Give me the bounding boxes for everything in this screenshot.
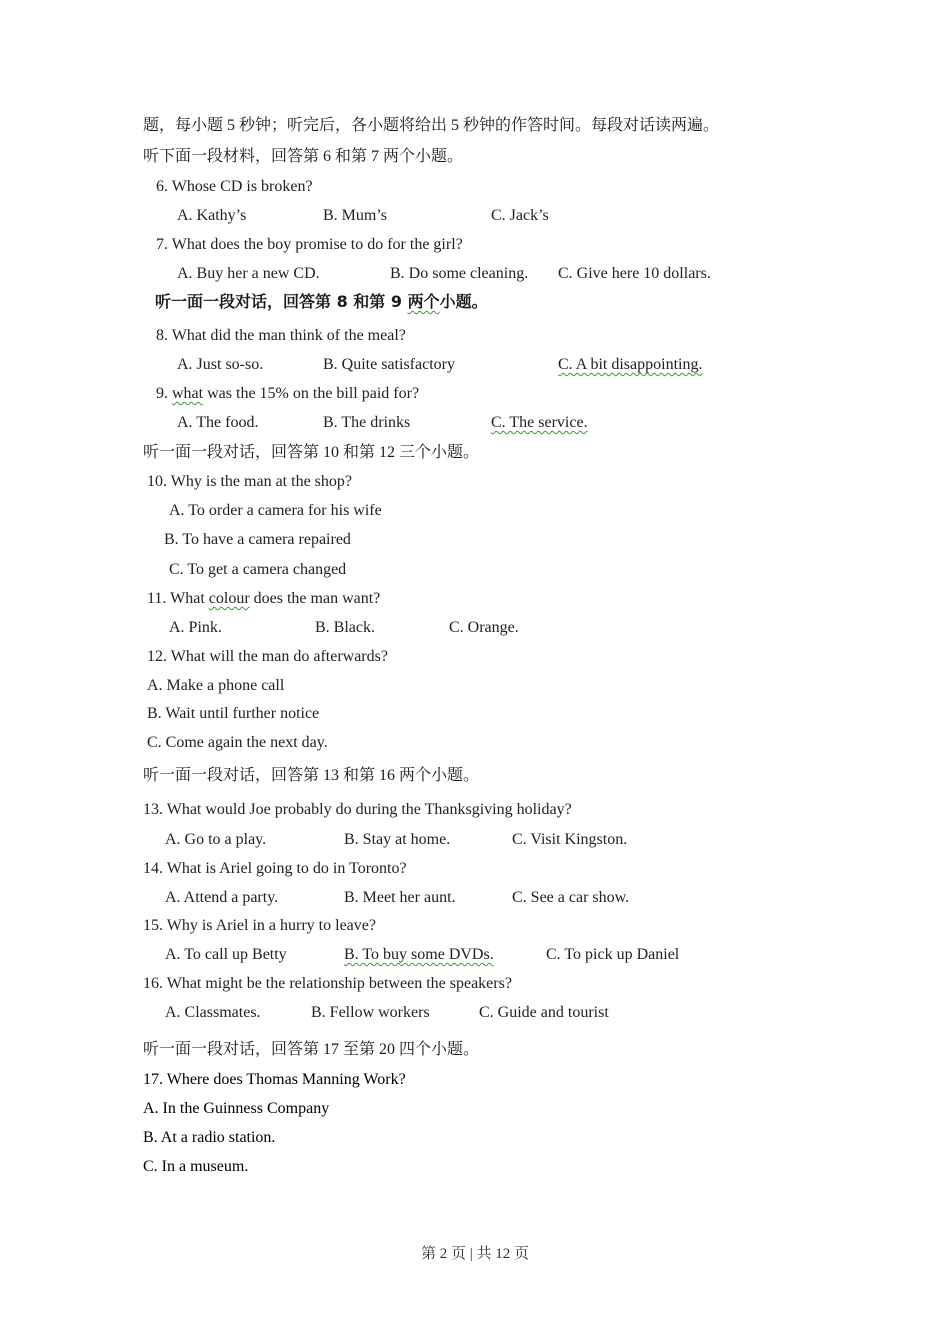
section-heading-8-9 bbox=[155, 294, 488, 310]
section-heading-10-12: 听一面一段对话，回答第 10 和第 12 三个小题。 bbox=[143, 444, 480, 461]
q8-option-a: A. Just so-so. bbox=[177, 356, 264, 373]
q14-option-c: C. See a car show. bbox=[512, 889, 630, 906]
q11-rest: does the man want? bbox=[249, 590, 381, 607]
q11-option-c: C. Orange. bbox=[449, 619, 519, 636]
q12-option-a: A. Make a phone call bbox=[147, 677, 285, 694]
question-8: 8. What did the man think of the meal? bbox=[156, 327, 406, 344]
q12-option-c: C. Come again the next day. bbox=[147, 734, 328, 751]
q6-option-b: B. Mum’s bbox=[323, 207, 388, 224]
q9-option-c: C. The service. bbox=[491, 414, 588, 431]
section-heading-text-end: 小题。 bbox=[439, 292, 488, 311]
q13-option-b: B. Stay at home. bbox=[344, 831, 451, 848]
question-12: 12. What will the man do afterwards? bbox=[147, 648, 388, 665]
q12-option-b: B. Wait until further notice bbox=[147, 705, 320, 722]
question-17: 17. Where does Thomas Manning Work? bbox=[143, 1071, 406, 1088]
q9-option-a: A. The food. bbox=[177, 414, 259, 431]
q11-option-a: A. Pink. bbox=[169, 619, 222, 636]
intro-line-2: 听下面一段材料，回答第 6 和第 7 两个小题。 bbox=[143, 148, 464, 165]
q8-option-c: C. A bit disappointing. bbox=[558, 356, 703, 373]
question-6: 6. Whose CD is broken? bbox=[156, 178, 313, 195]
q11-start: 11. What bbox=[147, 590, 209, 607]
q14-option-b: B. Meet her aunt. bbox=[344, 889, 456, 906]
q10-option-c: C. To get a camera changed bbox=[169, 561, 347, 578]
question-11 bbox=[147, 591, 380, 607]
question-16: 16. What might be the relationship between the speakers? bbox=[143, 975, 512, 992]
q7-option-c: C. Give here 10 dollars. bbox=[558, 265, 711, 282]
section-heading-wavy: 两个 bbox=[407, 292, 440, 311]
q11-option-b: B. Black. bbox=[315, 619, 375, 636]
q16-option-a: A. Classmates. bbox=[165, 1004, 261, 1021]
q15-option-c: C. To pick up Daniel bbox=[546, 946, 680, 963]
q17-option-c: C. In a museum. bbox=[143, 1158, 249, 1175]
q17-option-b: B. At a radio station. bbox=[143, 1129, 276, 1146]
q6-option-c: C. Jack’s bbox=[491, 207, 549, 224]
q9-wavy-word: what bbox=[172, 385, 204, 402]
page-footer: 第 2 页 | 共 12 页 bbox=[420, 1246, 529, 1262]
q15-option-a: A. To call up Betty bbox=[165, 946, 287, 963]
q16-option-c: C. Guide and tourist bbox=[479, 1004, 609, 1021]
section-heading-17-20: 听一面一段对话，回答第 17 至第 20 四个小题。 bbox=[143, 1041, 480, 1058]
q13-option-a: A. Go to a play. bbox=[165, 831, 267, 848]
q10-option-a: A. To order a camera for his wife bbox=[169, 502, 382, 519]
intro-line-1: 题，每小题 5 秒钟；听完后，各小题将给出 5 秒钟的作答时间。每段对话读两遍。 bbox=[143, 117, 720, 134]
question-14: 14. What is Ariel going to do in Toronto? bbox=[143, 860, 407, 877]
q7-option-a: A. Buy her a new CD. bbox=[177, 265, 320, 282]
q9-rest: was the 15% on the bill paid for? bbox=[203, 385, 420, 402]
question-10: 10. Why is the man at the shop? bbox=[147, 473, 352, 490]
question-7: 7. What does the boy promise to do for the girl? bbox=[156, 236, 463, 253]
section-heading-13-16: 听一面一段对话，回答第 13 和第 16 两个小题。 bbox=[143, 767, 480, 784]
q16-option-b: B. Fellow workers bbox=[311, 1004, 430, 1021]
q6-option-a: A. Kathy’s bbox=[177, 207, 247, 224]
question-13: 13. What would Joe probably do during the Thanksgiving holiday? bbox=[143, 801, 572, 818]
q9-number: 9. bbox=[156, 385, 172, 402]
question-15: 15. Why is Ariel in a hurry to leave? bbox=[143, 917, 376, 934]
q14-option-a: A. Attend a party. bbox=[165, 889, 279, 906]
q15-option-b: B. To buy some DVDs. bbox=[344, 946, 494, 963]
q8-option-b: B. Quite satisfactory bbox=[323, 356, 455, 373]
q11-wavy-word: colour bbox=[208, 590, 250, 607]
q13-option-c: C. Visit Kingston. bbox=[512, 831, 628, 848]
q7-option-b: B. Do some cleaning. bbox=[390, 265, 529, 282]
q17-option-a: A. In the Guinness Company bbox=[143, 1100, 330, 1117]
question-9 bbox=[156, 386, 419, 402]
q9-option-b: B. The drinks bbox=[323, 414, 411, 431]
section-heading-text: 听一面一段对话，回答第 8 和第 9 bbox=[155, 292, 408, 311]
q10-option-b: B. To have a camera repaired bbox=[164, 531, 351, 548]
